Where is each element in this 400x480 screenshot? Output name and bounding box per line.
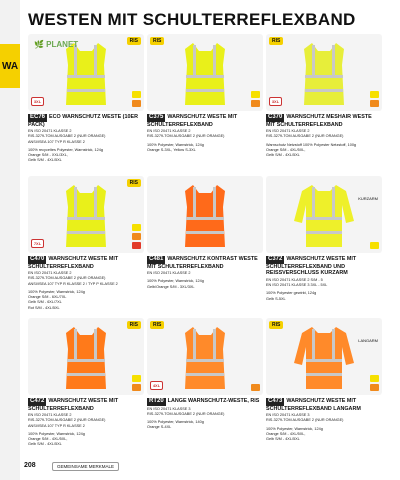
product-materials [28, 290, 144, 311]
standard-line: ANSI/ISEA 107 TYP R KLASSE 2 / TYP P KLASSE 2 [28, 281, 118, 286]
product-title: WARNSCHUTZ KONTRAST WESTE MIT SCHULTERREFLEXBAND [147, 256, 258, 270]
product-title: WARNSCHUTZ WESTE MIT SCHULTERREFLEXBAND UND REISSVERSCHLUSS KURZARM [266, 256, 357, 277]
standard-line: EN ISO 20471 KLASSE 2 [28, 271, 72, 276]
color-swatch[interactable] [132, 91, 141, 98]
product-card[interactable] [28, 34, 144, 164]
product-code: C472 [30, 398, 45, 404]
product-title: ECO WARNSCHUTZ WESTE (10ER PACK) [28, 114, 138, 128]
standard-line: EN ISO 20471 KLASSE 2 [147, 271, 191, 276]
product-image [147, 318, 263, 395]
product-title: WARNSCHUTZ WESTE MIT SCHULTERREFLEXBAND [147, 114, 238, 128]
product-card[interactable] [147, 34, 263, 153]
standard-line: RIS-3279-TOM AUSGABE 2 (NUR ORANGE) [147, 134, 225, 139]
material-line: Gelb S-5XL [266, 296, 286, 301]
color-swatch[interactable] [370, 242, 379, 249]
standard-line: ANSI/ISEA 107 TYP R KLASSE 2 [28, 139, 85, 144]
product-standards [147, 271, 263, 276]
common-features-link[interactable]: GEMEINSAME MERKMALE [52, 462, 119, 471]
size-tag: 4XL [150, 381, 163, 390]
product-materials [266, 291, 382, 302]
product-code: C370 [268, 114, 283, 120]
page-title: WESTEN MIT SCHULTERREFLEXBAND [28, 10, 356, 29]
product-materials [266, 427, 382, 443]
ris-badge: RIS [127, 37, 141, 45]
color-swatch[interactable] [132, 233, 141, 240]
page-number: 208 [24, 462, 36, 469]
material-line: Orange S/M - 6XL/7XL [28, 294, 67, 299]
ris-badge: RIS [150, 321, 164, 329]
standard-line: EN ISO 20471 KLASSE 2 S/M - 5 [266, 278, 323, 282]
product-materials [147, 279, 263, 290]
size-tag: 7XL [31, 239, 44, 248]
sidebar [0, 0, 20, 480]
product-code: C481 [149, 256, 164, 262]
material-line: Gelb S/M - 4XL/5XL [28, 158, 62, 163]
product-name [147, 114, 263, 128]
product-code: C470 [30, 256, 45, 262]
material-line: 100% Polyester, Warnstrick, 124g [266, 426, 323, 431]
product-image [28, 318, 144, 395]
standard-line: RIS-3279-TOM AUSGABE 2 (NUR ORANGE) [266, 418, 344, 423]
product-materials [28, 148, 144, 164]
product-card[interactable] [28, 318, 144, 448]
product-name [266, 398, 382, 412]
color-swatch[interactable] [132, 375, 141, 382]
material-line: Orange S-3XL, Yellow S-3XL [147, 147, 196, 152]
material-line: Rot S/M - 4XL/5XL [28, 305, 60, 310]
product-name [147, 256, 263, 270]
ris-badge: RIS [269, 37, 283, 45]
material-line: Gelb/Orange S/M - 3XL/3XL [147, 284, 195, 289]
product-title: WARNSCHUTZ WESTE MIT SCHULTERREFLEXBAND [28, 256, 119, 270]
product-card[interactable] [266, 34, 382, 158]
product-image [147, 34, 263, 111]
product-card[interactable] [266, 176, 382, 302]
material-line: Gelb S/M - 4XL/5XL [266, 437, 300, 442]
product-standards [28, 413, 144, 428]
product-name [266, 114, 382, 128]
standard-line: EN ISO 20471 KLASSE 2 [147, 129, 191, 134]
color-swatch[interactable] [251, 100, 260, 107]
product-card[interactable] [266, 318, 382, 442]
product-card[interactable] [147, 176, 263, 290]
product-name [266, 256, 382, 277]
color-swatches [370, 91, 379, 107]
color-swatch[interactable] [132, 100, 141, 107]
product-standards [147, 407, 263, 417]
standard-line: EN ISO 20471 KLASSE 2 [266, 129, 310, 134]
product-card[interactable] [147, 318, 263, 430]
material-line: Gelb S/M - 4XL/5XL [266, 153, 300, 158]
standard-line: ANSI/ISEA 107 TYP R KLASSE 2 [28, 423, 85, 428]
product-code: C375 [149, 114, 164, 120]
standard-line: EN ISO 20471 KLASSE 2 [28, 129, 72, 134]
product-materials [28, 432, 144, 448]
material-line: Orange S/M - XXL/3XL, [28, 152, 68, 157]
product-name [28, 398, 144, 412]
color-swatch[interactable] [370, 375, 379, 382]
material-line: Warnschutz Netzstoff 100% Polyester Netzstoff, 100g [266, 142, 357, 147]
planet-logo: 🌿 PLANET [34, 40, 79, 49]
product-image [266, 34, 382, 111]
product-materials [266, 143, 382, 159]
product-materials [147, 420, 263, 431]
product-code: C372 [268, 256, 283, 262]
ris-badge: RIS [127, 179, 141, 187]
product-standards [147, 129, 263, 139]
material-line: 100% recyceltes Polyester, Warnstrick, 124g [28, 147, 103, 152]
section-tab[interactable] [0, 44, 20, 88]
color-swatch[interactable] [370, 91, 379, 98]
color-swatches [132, 224, 141, 249]
product-name [147, 398, 263, 406]
standard-line: RIS-3279-TOM AUSGABE 2 (NUR ORANGE) [28, 418, 106, 423]
product-card[interactable] [28, 176, 144, 311]
standard-line: RIS-3279-TOM AUSGABE 2 (NUR ORANGE) [28, 134, 106, 139]
product-standards [266, 413, 382, 423]
product-materials [147, 143, 263, 154]
color-swatch[interactable] [132, 224, 141, 231]
size-tag: 3XL [269, 97, 282, 106]
material-line: Gelb S/M - 6XL/7XL [28, 300, 62, 305]
standard-line: EN ISO 20471 KLASSE 2 [28, 413, 72, 418]
product-name [28, 114, 144, 128]
color-swatches [132, 91, 141, 107]
material-line: 100% Polyester, Warnstrick, 124g [28, 289, 85, 294]
color-swatches [370, 375, 379, 391]
material-line: 100% Polyester, Warnstrick, 124g [28, 431, 85, 436]
standard-line: EN ISO 20471 KLASSE 3 [147, 406, 191, 411]
product-title: WARNSCHUTZ WESTE MIT SCHULTERREFLEXBAND [28, 398, 119, 412]
size-tag: 3XL [31, 97, 44, 106]
product-image [28, 176, 144, 253]
standard-line: RIS-3279-TOM AUSGABE 2 (NUR ORANGE) [147, 411, 225, 416]
ris-badge: RIS [269, 321, 283, 329]
product-image [266, 176, 382, 253]
material-line: Orange S/M - 4XL/5XL, [266, 431, 306, 436]
ris-badge: RIS [150, 37, 164, 45]
product-image [266, 318, 382, 395]
material-line: 100% Polyester, Warnstrick, 124g [147, 142, 204, 147]
material-line: Orange S-4XL [147, 425, 172, 430]
color-swatch[interactable] [251, 91, 260, 98]
color-swatch[interactable] [370, 384, 379, 391]
ris-badge: RIS [127, 321, 141, 329]
standard-line: RIS-3279-TOM AUSGABE 2 (NUR ORANGE) [266, 134, 344, 139]
color-swatch[interactable] [132, 384, 141, 391]
standard-line: RIS-3279-TOM AUSGABE 2 (NUR ORANGE) [28, 276, 106, 281]
product-title: WARNSCHUTZ MESHAIR WESTE MIT SCHULTERREFLEXBAND [266, 114, 372, 128]
product-code: EC76 [30, 114, 46, 120]
material-line: Orange S/M - 4XL/5XL, [266, 147, 306, 152]
product-standards [266, 278, 382, 288]
product-image [147, 176, 263, 253]
color-swatches [370, 242, 379, 249]
material-line: Gelb S/M - 4XL/5XL [28, 442, 62, 447]
product-standards [28, 129, 144, 144]
material-line: 100% Polyester gewirkt, 124g [266, 291, 317, 296]
color-swatches [251, 384, 260, 391]
material-line: Orange S/M - 4XL/5XL, [28, 436, 68, 441]
standard-line: EN ISO 20471 KLASSE 3 3XL - 5XL [266, 283, 328, 288]
section-tab-label: WA [1, 60, 19, 72]
product-title: LANGE WARNSCHUTZ-WESTE, RIS [167, 398, 260, 404]
product-code: C473 [268, 398, 283, 404]
material-line: 100% Polyester, Warnstrick, 124g [147, 279, 204, 284]
color-swatches [251, 91, 260, 107]
color-swatch[interactable] [370, 100, 379, 107]
product-standards [28, 271, 144, 286]
sleeve-label: LANGARM [358, 338, 378, 343]
product-title: WARNSCHUTZ WESTE MIT SCHULTERREFLEXBAND LANGARM [266, 398, 361, 412]
material-line: 100% Polyester, Warnstrick, 140g [147, 419, 204, 424]
sleeve-label: KURZARM [358, 196, 378, 201]
product-standards [266, 129, 382, 139]
product-code: RT20 [149, 398, 164, 404]
color-swatch[interactable] [251, 384, 260, 391]
color-swatches [132, 375, 141, 391]
color-swatch[interactable] [132, 242, 141, 249]
standard-line: EN ISO 20471 KLASSE 3 [266, 413, 310, 418]
product-name [28, 256, 144, 270]
